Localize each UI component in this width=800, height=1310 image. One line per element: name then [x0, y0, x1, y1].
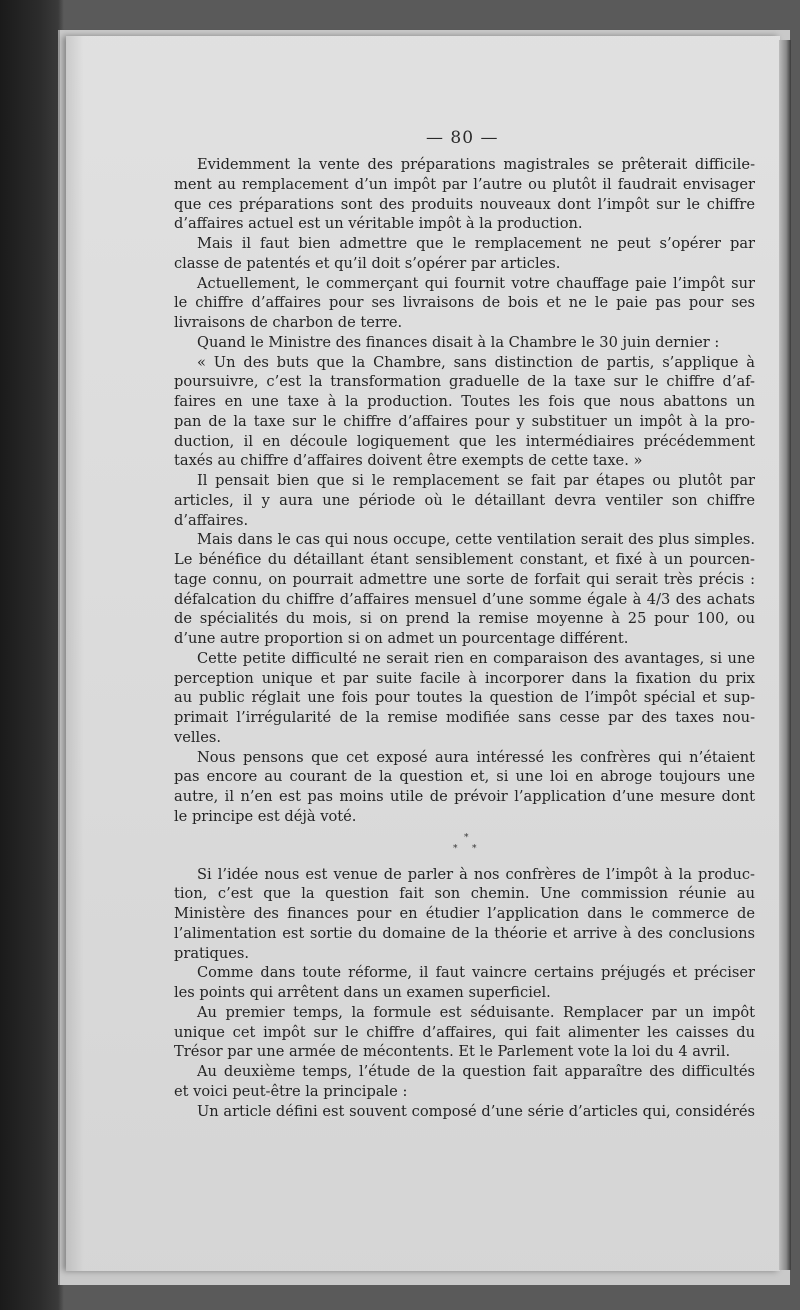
text-line: « Un des buts que la Chambre, sans distinction de partis, s’applique à: [197, 353, 755, 371]
text-line: Comme dans toute réforme, il faut vaincre certains préjugés et préciser: [197, 964, 755, 982]
text-line: duction, il en découle logiquement que les intermédiaires précédemment: [174, 432, 755, 450]
text-line: Mais il faut bien admettre que le remplacement ne peut s’opérer par: [197, 235, 755, 252]
paragraph: [174, 530, 755, 649]
paragraph: [174, 155, 755, 234]
text-line: Actuellement, le commerçant qui fournit votre chauffage paie l’impôt sur: [197, 274, 755, 292]
text-line: classe de patentés et qu’il doit s’opérer par articles.: [174, 254, 561, 272]
text-line: d’affaires.: [174, 511, 249, 529]
text-line: Evidemment la vente des préparations magistrales se prêterait difficile-: [197, 156, 755, 173]
paragraph: [174, 865, 755, 964]
paragraph: [174, 1003, 755, 1062]
paragraph: [174, 333, 755, 353]
text-line: que ces préparations sont des produits nouveaux dont l’impôt sur le chiffre: [174, 195, 755, 213]
text-line: Ministère des finances pour en étudier l’application dans le commerce de: [174, 905, 755, 922]
paragraph: [174, 649, 755, 748]
text-line: unique cet impôt sur le chiffre d’affaires, qui fait alimenter les caisses du: [174, 1023, 755, 1041]
text-line: tage connu, on pourrait admettre une sorte de forfait qui serait très précis :: [174, 570, 755, 588]
text-line: perception unique et par suite facile à incorporer dans la fixation du prix: [174, 669, 755, 687]
paragraph: [174, 1062, 755, 1102]
asterism-star: *: [453, 843, 458, 854]
text-line: Quand le Ministre des finances disait à la Chambre le 30 juin dernier :: [197, 333, 720, 351]
asterism-star: *: [464, 832, 469, 843]
text-line: Au deuxième temps, l’étude de la question fait apparaître des difficultés: [197, 1063, 755, 1080]
text-line: poursuivre, c’est la transformation graduelle de la taxe sur le chiffre d’af-: [174, 373, 755, 391]
text-line: d’une autre proportion si on admet un pourcentage différent.: [174, 630, 629, 647]
text-part-after-break: [174, 865, 755, 1122]
text-line: Il pensait bien que si le remplacement se fait par étapes ou plutôt par: [197, 472, 755, 489]
paragraph: [174, 353, 755, 472]
text-line: Le bénéfice du détaillant étant sensiblement constant, et fixé à un pourcen-: [174, 551, 755, 568]
paragraph: [174, 234, 755, 274]
text-line: ment au remplacement d’un impôt par l’autre ou plutôt il faudrait envisager: [174, 175, 755, 193]
text-line: livraisons de charbon de terre.: [174, 314, 403, 331]
text-line: faires en une taxe à la production. Toutes les fois que nous abattons un: [174, 393, 755, 410]
paragraph: [174, 1102, 755, 1122]
section-break-asterism: [174, 827, 755, 865]
paragraph: [174, 963, 755, 1003]
text-line: pas encore au courant de la question et, si une loi en abroge toujours une: [174, 768, 755, 786]
text-line: au public réglait une fois pour toutes la question de l’impôt spécial et sup-: [174, 689, 755, 707]
text-line: l’alimentation est sortie du domaine de la théorie et arrive à des conclusions: [174, 924, 755, 942]
text-line: Nous pensons que cet exposé aura intéressé les confrères qui n’étaient: [197, 748, 755, 766]
text-line: velles.: [174, 728, 221, 746]
text-line: pan de la taxe sur le chiffre d’affaires pour y substituer un impôt à la pro-: [174, 412, 755, 430]
text-line: le principe est déjà voté.: [174, 807, 357, 825]
text-line: et voici peut-être la principale :: [174, 1082, 408, 1100]
text-line: le chiffre d’affaires pour ses livraisons de bois et ne le paie pas pour ses: [174, 294, 755, 312]
text-line: Un article défini est souvent composé d’une série d’articles qui, considérés: [197, 1102, 755, 1120]
text-line: autre, il n’en est pas moins utile de prévoir l’application d’une mesure dont: [174, 788, 755, 805]
paragraph: [174, 471, 755, 530]
page-edge-shadow: [779, 40, 791, 1270]
text-line: pratiques.: [174, 944, 250, 962]
text-part-before-break: [174, 155, 755, 827]
text-line: les points qui arrêtent dans un examen superficiel.: [174, 984, 551, 1001]
paragraph: [174, 748, 755, 827]
paragraph: [174, 274, 755, 333]
text-line: primait l’irrégularité de la remise modifiée sans cesse par des taxes nou-: [174, 709, 755, 726]
body-text: [174, 155, 755, 1121]
text-line: taxés au chiffre d’affaires doivent être exempts de cette taxe. »: [174, 452, 643, 470]
text-line: Si l’idée nous est venue de parler à nos confrères de l’impôt à la produc-: [197, 865, 755, 883]
text-line: Trésor par une armée de mécontents. Et le Parlement vote la loi du 4 avril.: [174, 1043, 731, 1061]
text-line: articles, il y aura une période où le détaillant devra ventiler son chiffre: [174, 491, 755, 509]
page-number: — 80 —: [426, 128, 499, 148]
text-line: défalcation du chiffre d’affaires mensuel d’une somme égale à 4/3 des achats: [174, 590, 755, 608]
text-line: d’affaires actuel est un véritable impôt à la production.: [174, 215, 583, 233]
text-line: Cette petite difficulté ne serait rien en comparaison des avantages, si une: [197, 649, 755, 667]
text-line: de spécialités du mois, si on prend la remise moyenne à 25 pour 100, ou: [174, 610, 755, 628]
text-line: Au premier temps, la formule est séduisante. Remplacer par un impôt: [197, 1003, 755, 1021]
text-line: tion, c’est que la question fait son chemin. Une commission réunie au: [174, 885, 755, 903]
asterism-star: *: [472, 843, 477, 854]
text-line: Mais dans le cas qui nous occupe, cette ventilation serait des plus simples.: [197, 531, 755, 549]
